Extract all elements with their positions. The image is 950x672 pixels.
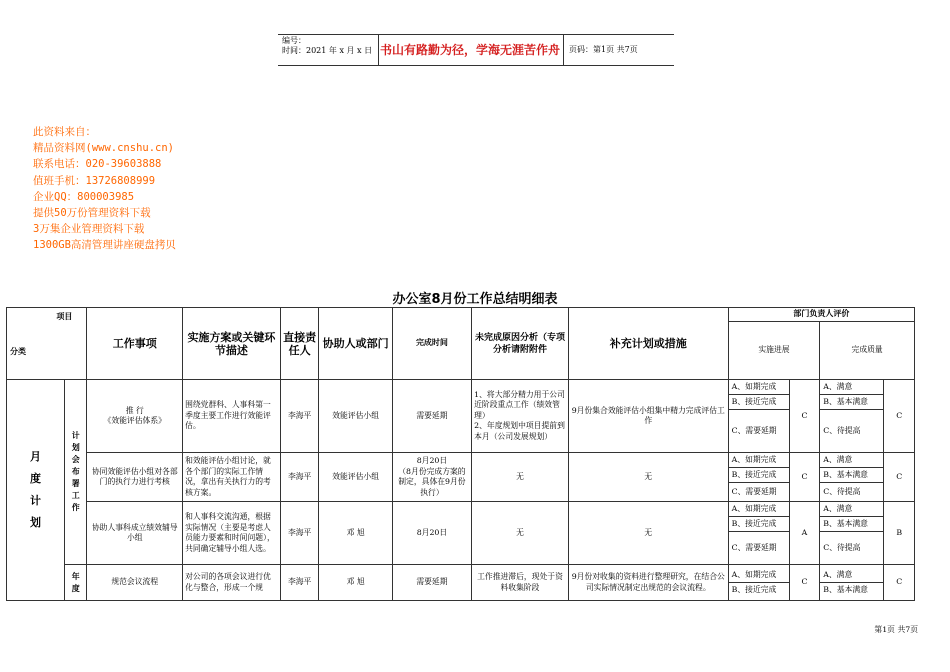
table-row	[7, 380, 915, 453]
work-item: 推 行 《效能评估体系》	[87, 380, 183, 453]
source-line: 提供50万份管理资料下载	[33, 207, 151, 220]
quality-options: A、满意 B、基本满意 C、待提高	[820, 502, 884, 565]
corner-bottom-label: 分类	[10, 346, 26, 356]
col-quality: 完成质量	[820, 322, 915, 380]
assist: 邓 旭	[319, 502, 392, 565]
owner: 李海平	[280, 565, 319, 601]
owner: 李海平	[280, 380, 319, 453]
corner-top-label: 项目	[56, 310, 73, 321]
progress-options: A、如期完成 B、接近完成 C、需要延期	[728, 380, 789, 453]
source-line: 3万集企业管理资料下载	[33, 223, 145, 236]
col-owner: 直接责任人	[280, 308, 319, 380]
plan-desc: 对公司的各项会议进行优化与整合，形成一个规	[183, 565, 281, 601]
quality-options: A、满意 B、基本满意 C、待提高	[820, 380, 884, 453]
completion-time: 8月20日 （8月份完成方案的制定，具体在9月份执行）	[392, 453, 471, 502]
quality-grade: B	[884, 502, 915, 565]
source-line: 联系电话：020-39603888	[33, 158, 162, 171]
subcategory-year: 年 度	[65, 565, 87, 601]
completion-time: 8月20日	[392, 502, 471, 565]
reason: 1、将大部分精力用于公司近阶段重点工作（绩效管理） 2、年度规划中项目提前到本月（公司发展规划）	[472, 380, 569, 453]
source-info	[33, 124, 176, 254]
reason: 无	[472, 502, 569, 565]
reason: 无	[472, 453, 569, 502]
work-item: 规范会议流程	[87, 565, 183, 601]
progress-grade: C	[789, 453, 820, 502]
page-header	[278, 34, 674, 66]
col-progress: 实施进展	[728, 322, 820, 380]
table-row	[7, 453, 915, 502]
completion-time: 需要延期	[392, 565, 471, 601]
source-line: 企业QQ：800003985	[33, 190, 135, 203]
progress-options: A、如期完成 B、接近完成 C、需要延期	[728, 502, 789, 565]
header-meta	[282, 36, 378, 56]
source-line: 精品资料网(www.cnshu.cn)	[33, 142, 175, 155]
quality-grade: C	[884, 380, 915, 453]
source-line: 值班手机：13726808999	[33, 174, 156, 187]
progress-grade: C	[789, 565, 820, 601]
document-title: 办公室8月份工作总结明细表	[392, 292, 558, 307]
plan-desc: 围绕党群科、人事科第一季度主要工作进行效能评估。	[183, 380, 281, 453]
progress-options: A、如期完成 B、接近完成	[728, 565, 789, 601]
source-line: 此资料来自：	[33, 126, 96, 138]
progress-grade: A	[789, 502, 820, 565]
reason: 工作推进滞后，现处于资料收集阶段	[472, 565, 569, 601]
header-motto: 书山有路勤为径，学海无涯苦作舟	[379, 43, 560, 57]
completion-time: 需要延期	[392, 380, 471, 453]
plan-desc: 和效能评估小组讨论，就各个部门的实际工作情况，拿出有关执行力的考核方案。	[183, 453, 281, 502]
col-eval: 部门负责人评价	[728, 308, 914, 322]
remedy: 9月份集合效能评估小组集中精力完成评估工作	[568, 380, 728, 453]
quality-grade: C	[884, 565, 915, 601]
col-time: 完成时间	[392, 308, 471, 380]
source-line: 1300GB高清管理讲座硬盘拷贝	[33, 239, 176, 252]
remedy: 无	[568, 502, 728, 565]
corner-cell	[7, 308, 87, 380]
progress-grade: C	[789, 380, 820, 453]
quality-grade: C	[884, 453, 915, 502]
owner: 李海平	[280, 502, 319, 565]
col-reason: 未完成原因分析（专项分析请附附件	[472, 308, 569, 380]
owner: 李海平	[280, 453, 319, 502]
page-footer: 第1页 共7页	[874, 625, 918, 634]
header-divider	[563, 35, 564, 65]
plan-desc: 和人事科交流沟通，根据实际情况（主要是考虑人员能力要素和时间问题），共同确定辅导小组人选。	[183, 502, 281, 565]
table-row	[7, 502, 915, 565]
progress-options: A、如期完成 B、接近完成 C、需要延期	[728, 453, 789, 502]
table-row	[7, 565, 915, 601]
quality-options: A、满意 B、基本满意	[820, 565, 884, 601]
remedy: 无	[568, 453, 728, 502]
assist: 邓 旭	[319, 565, 392, 601]
category-monthly: 月 度 计 划	[7, 380, 65, 601]
subcategory-plan: 计 划 会 布 署 工 作	[65, 380, 87, 565]
assist: 效能评估小组	[319, 453, 392, 502]
col-assist: 协助人或部门	[319, 308, 392, 380]
remedy: 9月份对收集的资料进行整理研究，在结合公司实际情况制定出规范的会议流程。	[568, 565, 728, 601]
number-label: 编号：	[282, 36, 306, 45]
work-summary-table	[6, 307, 915, 601]
col-work: 工作事项	[87, 308, 183, 380]
col-remedy: 补充计划或措施	[568, 308, 728, 380]
work-item: 协同效能评估小组对各部门的执行力进行考核	[87, 453, 183, 502]
work-item: 协助人事科成立绩效辅导小组	[87, 502, 183, 565]
header-page-info: 页码：第1页 共7页	[569, 45, 638, 54]
col-plan: 实施方案或关键环节描述	[183, 308, 281, 380]
quality-options: A、满意 B、基本满意 C、待提高	[820, 453, 884, 502]
assist: 效能评估小组	[319, 380, 392, 453]
time-label: 时间：2021 年 x 月 x 日	[282, 46, 373, 55]
